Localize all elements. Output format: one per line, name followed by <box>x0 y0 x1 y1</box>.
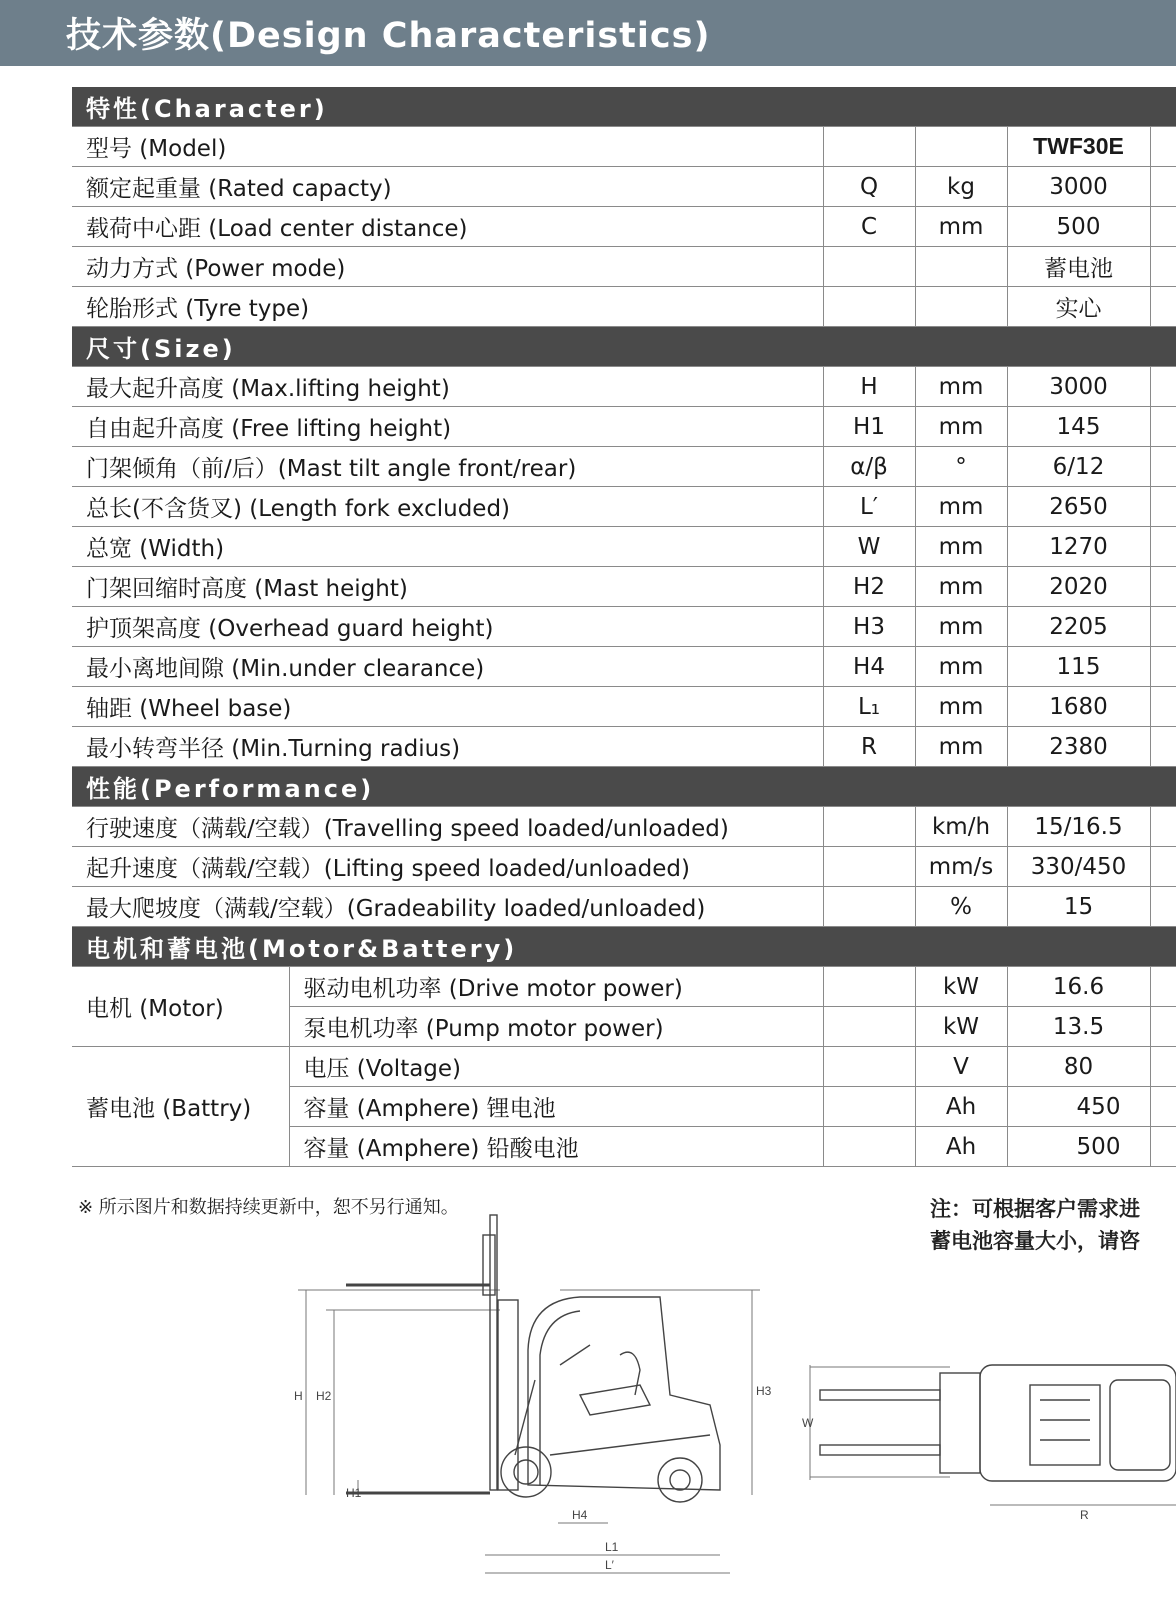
row-symbol <box>823 127 915 167</box>
row-blank <box>1150 407 1176 447</box>
row-blank <box>1150 1127 1176 1167</box>
row-blank <box>1150 727 1176 767</box>
row-value: 115 <box>1007 647 1150 687</box>
row-unit: mm <box>915 687 1007 727</box>
row-blank <box>1150 807 1176 847</box>
table-row <box>72 247 1176 287</box>
row-symbol <box>823 1127 915 1167</box>
row-value: 2205 <box>1007 607 1150 647</box>
row-symbol <box>823 887 915 927</box>
forklift-dimension-drawing <box>290 1205 1176 1600</box>
row-label: 型号 (Model) <box>72 127 823 167</box>
row-symbol: W <box>823 527 915 567</box>
table-row <box>72 527 1176 567</box>
row-label: 驱动电机功率 (Drive motor power) <box>289 967 823 1007</box>
table-row <box>72 847 1176 887</box>
table-row <box>72 287 1176 327</box>
row-unit: mm <box>915 207 1007 247</box>
forklift-side-view <box>346 1215 720 1502</box>
row-unit: kW <box>915 967 1007 1007</box>
row-unit: mm/s <box>915 847 1007 887</box>
row-unit: mm <box>915 567 1007 607</box>
title-banner <box>0 0 1176 66</box>
dimension-labels <box>294 1384 1089 1572</box>
row-unit: Ah <box>915 1087 1007 1127</box>
row-blank <box>1150 167 1176 207</box>
table-row <box>72 487 1176 527</box>
row-unit <box>915 247 1007 287</box>
row-value: 2020 <box>1007 567 1150 607</box>
row-blank <box>1150 887 1176 927</box>
row-symbol <box>823 1007 915 1047</box>
label-H2: H2 <box>316 1389 332 1403</box>
row-label: 护顶架高度 (Overhead guard height) <box>72 607 823 647</box>
row-value: 蓄电池 <box>1007 247 1150 287</box>
label-H: H <box>294 1389 303 1403</box>
row-label: 最大起升高度 (Max.lifting height) <box>72 367 823 407</box>
row-label: 轮胎形式 (Tyre type) <box>72 287 823 327</box>
section-character: 特性(Character) <box>72 87 1176 127</box>
row-unit: mm <box>915 527 1007 567</box>
table-row <box>72 727 1176 767</box>
note-line: 注：可根据客户需求进 <box>930 1197 1140 1221</box>
row-symbol: H1 <box>823 407 915 447</box>
row-label: 行驶速度（满载/空载）(Travelling speed loaded/unloaded) <box>72 807 823 847</box>
row-blank <box>1150 247 1176 287</box>
section-header <box>72 767 1176 807</box>
row-value: 13.5 <box>1007 1007 1150 1047</box>
row-unit: V <box>915 1047 1007 1087</box>
row-blank <box>1150 367 1176 407</box>
table-row <box>72 167 1176 207</box>
row-blank <box>1150 1007 1176 1047</box>
row-unit: kW <box>915 1007 1007 1047</box>
row-unit: mm <box>915 407 1007 447</box>
row-label: 总长(不含货叉) (Length fork excluded) <box>72 487 823 527</box>
row-label: 起升速度（满载/空载）(Lifting speed loaded/unloaded) <box>72 847 823 887</box>
row-unit: kg <box>915 167 1007 207</box>
row-symbol: L₁ <box>823 687 915 727</box>
row-value: 16.6 <box>1007 967 1150 1007</box>
row-symbol <box>823 1047 915 1087</box>
row-unit <box>915 287 1007 327</box>
label-H4: H4 <box>572 1508 588 1522</box>
row-label: 门架倾角（前/后）(Mast tilt angle front/rear) <box>72 447 823 487</box>
table-row <box>72 207 1176 247</box>
row-label: 总宽 (Width) <box>72 527 823 567</box>
dimension-lines <box>298 1290 810 1573</box>
group-label-motor: 电机 (Motor) <box>72 967 289 1047</box>
row-blank <box>1150 607 1176 647</box>
row-unit: km/h <box>915 807 1007 847</box>
forklift-top-view <box>810 1365 1176 1505</box>
label-W: W <box>802 1416 814 1430</box>
row-label: 动力方式 (Power mode) <box>72 247 823 287</box>
row-unit: mm <box>915 367 1007 407</box>
row-value: 330/450 <box>1007 847 1150 887</box>
section-performance: 性能(Performance) <box>72 767 1176 807</box>
table-row <box>72 567 1176 607</box>
row-label: 最小离地间隙 (Min.under clearance) <box>72 647 823 687</box>
row-unit: Ah <box>915 1127 1007 1167</box>
row-symbol <box>823 247 915 287</box>
group-label-battery: 蓄电池 (Battry) <box>72 1047 289 1167</box>
row-value: 1270 <box>1007 527 1150 567</box>
row-label: 额定起重量 (Rated capacty) <box>72 167 823 207</box>
row-blank <box>1150 207 1176 247</box>
table-row <box>72 607 1176 647</box>
row-value: 3000 <box>1007 367 1150 407</box>
section-header <box>72 327 1176 367</box>
row-unit: mm <box>915 647 1007 687</box>
row-label: 泵电机功率 (Pump motor power) <box>289 1007 823 1047</box>
row-unit: mm <box>915 607 1007 647</box>
page-title: 技术参数(Design Characteristics) <box>66 16 711 56</box>
row-label: 容量 (Amphere) 铅酸电池 <box>289 1127 823 1167</box>
section-size: 尺寸(Size) <box>72 327 1176 367</box>
row-label: 电压 (Voltage) <box>289 1047 823 1087</box>
section-header <box>72 87 1176 127</box>
row-symbol: C <box>823 207 915 247</box>
row-value: 3000 <box>1007 167 1150 207</box>
row-label: 轴距 (Wheel base) <box>72 687 823 727</box>
row-unit: mm <box>915 487 1007 527</box>
table-row <box>72 647 1176 687</box>
row-symbol: α/β <box>823 447 915 487</box>
table-row <box>72 1047 1176 1087</box>
row-value: 145 <box>1007 407 1150 447</box>
row-blank <box>1150 567 1176 607</box>
row-symbol <box>823 847 915 887</box>
row-blank <box>1150 487 1176 527</box>
disclaimer-note: ※ 所示图片和数据持续更新中，恕不另行通知。 <box>78 1197 459 1218</box>
row-value: 2650 <box>1007 487 1150 527</box>
row-label: 门架回缩时高度 (Mast height) <box>72 567 823 607</box>
table-row <box>72 447 1176 487</box>
row-label: 载荷中心距 (Load center distance) <box>72 207 823 247</box>
row-value: 500 <box>1007 207 1150 247</box>
row-blank <box>1150 1047 1176 1087</box>
row-label: 容量 (Amphere) 锂电池 <box>289 1087 823 1127</box>
row-blank <box>1150 1087 1176 1127</box>
row-value: 15/16.5 <box>1007 807 1150 847</box>
row-label: 最小转弯半径 (Min.Turning radius) <box>72 727 823 767</box>
row-symbol: R <box>823 727 915 767</box>
row-blank <box>1150 847 1176 887</box>
label-R: R <box>1080 1508 1089 1522</box>
row-unit: % <box>915 887 1007 927</box>
table-row <box>72 967 1176 1007</box>
row-value: 15 <box>1007 887 1150 927</box>
row-symbol <box>823 287 915 327</box>
row-symbol <box>823 967 915 1007</box>
table-row <box>72 127 1176 167</box>
row-symbol: H3 <box>823 607 915 647</box>
row-value: 实心 <box>1007 287 1150 327</box>
row-value: TWF30E <box>1007 127 1150 167</box>
row-blank <box>1150 287 1176 327</box>
row-blank <box>1150 967 1176 1007</box>
label-L1: L1 <box>605 1540 619 1554</box>
table-row <box>72 687 1176 727</box>
table-row <box>72 887 1176 927</box>
row-symbol: H2 <box>823 567 915 607</box>
row-unit <box>915 127 1007 167</box>
row-symbol <box>823 807 915 847</box>
row-value: 2380 <box>1007 727 1150 767</box>
row-symbol <box>823 1087 915 1127</box>
table-row <box>72 407 1176 447</box>
row-symbol: Q <box>823 167 915 207</box>
row-value: 1680 <box>1007 687 1150 727</box>
row-value: 450 <box>1007 1087 1150 1127</box>
row-blank <box>1150 447 1176 487</box>
section-motor-battery: 电机和蓄电池(Motor&Battery) <box>72 927 1176 967</box>
row-blank <box>1150 127 1176 167</box>
row-label: 最大爬坡度（满载/空载）(Gradeability loaded/unloaded) <box>72 887 823 927</box>
row-value: 500 <box>1007 1127 1150 1167</box>
row-unit: mm <box>915 727 1007 767</box>
table-row <box>72 367 1176 407</box>
section-header <box>72 927 1176 967</box>
note-line: 蓄电池容量大小，请咨 <box>930 1229 1140 1253</box>
row-value: 80 <box>1007 1047 1150 1087</box>
row-blank <box>1150 647 1176 687</box>
label-H3: H3 <box>756 1384 772 1398</box>
row-blank <box>1150 527 1176 567</box>
row-unit: ° <box>915 447 1007 487</box>
row-blank <box>1150 687 1176 727</box>
spec-table <box>72 87 1176 1167</box>
label-L-prime: L′ <box>605 1558 614 1572</box>
table-row <box>72 807 1176 847</box>
label-H1: H1 <box>346 1486 362 1500</box>
row-label: 自由起升高度 (Free lifting height) <box>72 407 823 447</box>
row-value: 6/12 <box>1007 447 1150 487</box>
row-symbol: L′ <box>823 487 915 527</box>
row-symbol: H <box>823 367 915 407</box>
row-symbol: H4 <box>823 647 915 687</box>
